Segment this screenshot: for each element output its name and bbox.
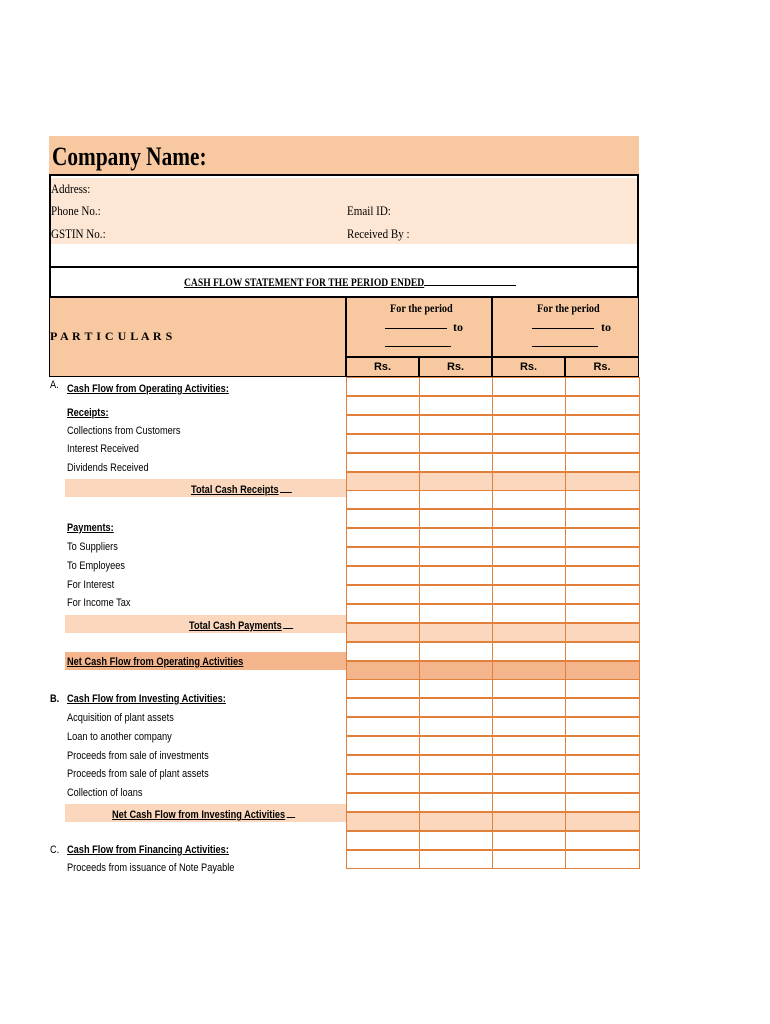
period-header-1 [346, 297, 492, 357]
amount-cell[interactable] [492, 377, 566, 396]
amount-cell[interactable] [565, 831, 640, 850]
payment-item: For Income Tax [67, 597, 131, 609]
amount-cell[interactable] [565, 679, 640, 698]
period-from-blank-2 [532, 328, 594, 329]
amount-cell[interactable] [419, 774, 493, 793]
amount-cell[interactable] [346, 642, 420, 661]
amount-cell[interactable] [419, 661, 493, 680]
receipt-item: Interest Received [67, 443, 139, 455]
company-name: Company Name: [52, 142, 207, 171]
amount-cell[interactable] [346, 585, 420, 604]
amount-cell[interactable] [492, 453, 566, 472]
amount-cell[interactable] [492, 661, 566, 680]
amount-cell[interactable] [419, 717, 493, 736]
amount-cell[interactable] [565, 774, 640, 793]
amount-cell[interactable] [492, 679, 566, 698]
receipt-item: Collections from Customers [67, 425, 181, 437]
amount-cell[interactable] [419, 528, 493, 547]
particulars-header [49, 297, 346, 377]
payment-item: For Interest [67, 579, 115, 591]
amount-cell[interactable] [419, 642, 493, 661]
amount-cell[interactable] [565, 755, 640, 774]
investing-item: Acquisition of plant assets [67, 712, 174, 724]
amount-cell[interactable] [565, 547, 640, 566]
amount-cell[interactable] [565, 434, 640, 453]
amount-cell[interactable] [346, 396, 420, 415]
amount-cell[interactable] [492, 528, 566, 547]
amount-cell[interactable] [346, 509, 420, 528]
section-a-letter: A. [50, 379, 59, 391]
period-label-1: For the period [390, 301, 453, 315]
amount-cell[interactable] [419, 736, 493, 755]
amount-cell[interactable] [346, 377, 420, 396]
total-payments-blank [283, 618, 293, 629]
amount-cell[interactable] [419, 377, 493, 396]
contact-info-band [51, 178, 637, 244]
amount-cell[interactable] [419, 547, 493, 566]
receipt-item: Dividends Received [67, 462, 149, 474]
payments-title: Payments: [67, 522, 114, 534]
section-b-letter: B. [50, 693, 60, 705]
amount-cell[interactable] [346, 831, 420, 850]
amount-cell[interactable] [565, 585, 640, 604]
amount-cell[interactable] [565, 604, 640, 623]
amount-cell[interactable] [346, 566, 420, 585]
section-c-title: Cash Flow from Financing Activities: [67, 844, 229, 856]
amount-cell[interactable] [419, 585, 493, 604]
amount-cell[interactable] [492, 642, 566, 661]
rs-header-4: Rs. [565, 357, 639, 377]
amount-cell[interactable] [565, 453, 640, 472]
amount-cell[interactable] [346, 434, 420, 453]
title-separator [49, 266, 639, 268]
section-b-title: Cash Flow from Investing Activities: [67, 693, 226, 705]
amount-cell[interactable] [565, 566, 640, 585]
amount-cell[interactable] [419, 755, 493, 774]
amount-cell[interactable] [492, 396, 566, 415]
total-receipts-blank [280, 482, 292, 493]
amount-cell[interactable] [565, 736, 640, 755]
amount-cell[interactable] [419, 566, 493, 585]
statement-title [184, 275, 516, 290]
total-cash-payments-label [189, 618, 294, 632]
amount-cell[interactable] [346, 698, 420, 717]
total-cash-receipts-text: Total Cash Receipts [191, 484, 279, 496]
amount-cell[interactable] [565, 661, 640, 680]
amount-cell[interactable] [492, 490, 566, 509]
amount-cell[interactable] [492, 831, 566, 850]
amount-cell[interactable] [346, 755, 420, 774]
total-cash-receipts-label [191, 482, 292, 496]
payment-item: To Employees [67, 560, 126, 572]
amount-cell[interactable] [565, 698, 640, 717]
amount-cell[interactable] [419, 831, 493, 850]
amount-cell[interactable] [492, 850, 566, 869]
amount-cell[interactable] [492, 415, 566, 434]
amount-cell[interactable] [492, 472, 566, 491]
section-c-letter: C. [50, 844, 60, 856]
amount-cell[interactable] [565, 472, 640, 491]
amount-cell[interactable] [492, 547, 566, 566]
amount-cell[interactable] [346, 717, 420, 736]
amount-cell[interactable] [419, 850, 493, 869]
amount-cell[interactable] [492, 566, 566, 585]
amount-cell[interactable] [346, 850, 420, 869]
amount-cell[interactable] [346, 472, 420, 491]
amount-cell[interactable] [565, 528, 640, 547]
amount-cell[interactable] [346, 453, 420, 472]
address-label: Address: [51, 181, 91, 196]
amount-cell[interactable] [419, 812, 493, 831]
amount-cell[interactable] [419, 604, 493, 623]
amount-cell[interactable] [565, 415, 640, 434]
amount-cell[interactable] [419, 509, 493, 528]
amount-cell[interactable] [492, 755, 566, 774]
period-to-blank-1 [385, 346, 451, 347]
net-investing-label [112, 807, 295, 821]
period-from-blank-1 [385, 328, 447, 329]
amount-cell[interactable] [346, 812, 420, 831]
net-investing-blank [287, 807, 295, 818]
amount-cell[interactable] [419, 679, 493, 698]
to-label-1: to [453, 320, 463, 334]
amount-cell[interactable] [346, 774, 420, 793]
period-header-2 [492, 297, 639, 357]
net-investing-text: Net Cash Flow from Investing Activities [112, 809, 286, 821]
amount-cell[interactable] [419, 698, 493, 717]
amount-cell[interactable] [346, 604, 420, 623]
amount-cell[interactable] [492, 812, 566, 831]
investing-item: Proceeds from sale of plant assets [67, 768, 209, 780]
investing-item: Collection of loans [67, 787, 143, 799]
period-to-blank-2 [532, 346, 598, 347]
amount-cell[interactable] [565, 396, 640, 415]
amount-cell[interactable] [565, 850, 640, 869]
amount-cell[interactable] [419, 415, 493, 434]
amount-cell[interactable] [492, 736, 566, 755]
amount-cell[interactable] [492, 793, 566, 812]
rs-header-1: Rs. [346, 357, 419, 377]
investing-item: Proceeds from sale of investments [67, 750, 209, 762]
amount-cell[interactable] [492, 623, 566, 642]
amount-cell[interactable] [346, 490, 420, 509]
amount-cell[interactable] [492, 509, 566, 528]
amount-cell[interactable] [419, 490, 493, 509]
particulars-label: P A R T I C U L A R S [50, 329, 173, 343]
amount-cell[interactable] [346, 623, 420, 642]
amount-cell[interactable] [565, 717, 640, 736]
financing-item: Proceeds from issuance of Note Payable [67, 862, 235, 874]
amount-cell[interactable] [346, 736, 420, 755]
amount-cell[interactable] [346, 415, 420, 434]
statement-title-text: CASH FLOW STATEMENT FOR THE PERIOD ENDED [184, 275, 425, 289]
amount-cell[interactable] [419, 472, 493, 491]
amount-cell[interactable] [346, 528, 420, 547]
amount-cell[interactable] [346, 661, 420, 680]
amount-cell[interactable] [565, 377, 640, 396]
investing-item: Loan to another company [67, 731, 172, 743]
section-a-title: Cash Flow from Operating Activities: [67, 383, 229, 395]
company-name-band [49, 136, 639, 176]
amount-cell[interactable] [565, 623, 640, 642]
amount-cell[interactable] [346, 793, 420, 812]
receipts-title: Receipts: [67, 407, 109, 419]
payment-item: To Suppliers [67, 541, 118, 553]
amount-cell[interactable] [565, 642, 640, 661]
amount-cell[interactable] [492, 698, 566, 717]
period-blank [424, 275, 516, 286]
amount-cell[interactable] [492, 434, 566, 453]
amount-cell[interactable] [565, 490, 640, 509]
amount-cell[interactable] [492, 717, 566, 736]
rs-header-3: Rs. [492, 357, 565, 377]
phone-label: Phone No.: [51, 203, 101, 218]
amount-cell[interactable] [492, 604, 566, 623]
amount-cell[interactable] [419, 453, 493, 472]
amount-cell[interactable] [419, 623, 493, 642]
amount-cell[interactable] [492, 774, 566, 793]
amount-cell[interactable] [565, 812, 640, 831]
received-by-label: Received By : [347, 226, 410, 241]
amount-cell[interactable] [346, 547, 420, 566]
total-cash-payments-text: Total Cash Payments [189, 620, 282, 632]
amount-cell[interactable] [419, 793, 493, 812]
net-operating-label: Net Cash Flow from Operating Activities [67, 656, 244, 668]
amount-cell[interactable] [565, 793, 640, 812]
amount-cell[interactable] [346, 679, 420, 698]
gstin-label: GSTIN No.: [51, 226, 106, 241]
rs-header-2: Rs. [419, 357, 492, 377]
period-label-2: For the period [537, 301, 600, 315]
amount-cell[interactable] [565, 509, 640, 528]
amount-cell[interactable] [419, 434, 493, 453]
to-label-2: to [601, 320, 611, 334]
amount-cell[interactable] [419, 396, 493, 415]
email-label: Email ID: [347, 203, 391, 218]
amount-cell[interactable] [492, 585, 566, 604]
